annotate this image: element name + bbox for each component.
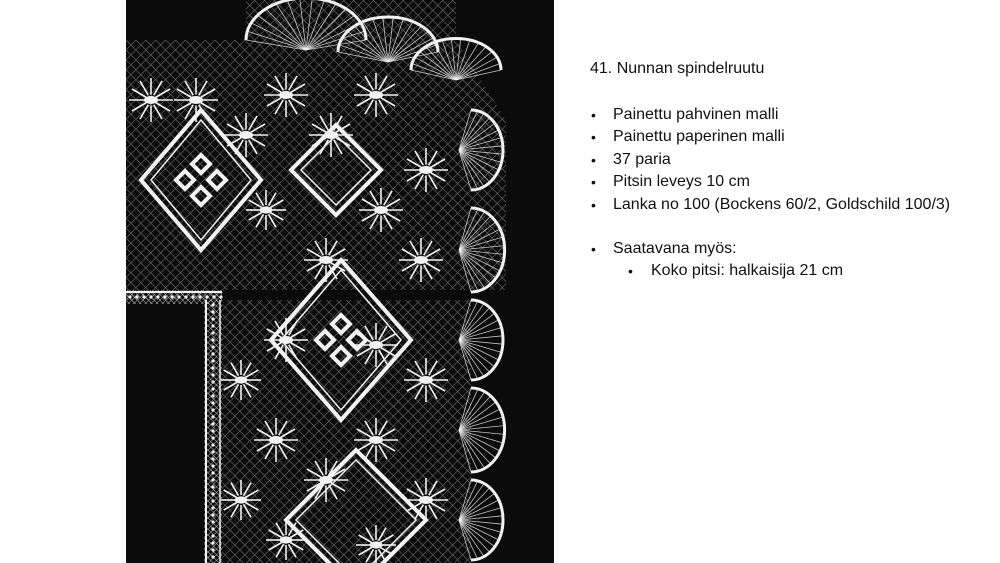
spec-item xyxy=(590,126,990,148)
bullet-icon: • xyxy=(591,241,596,258)
spacer xyxy=(590,216,990,238)
spec-item xyxy=(590,171,990,193)
availability-item xyxy=(590,260,990,282)
spec-item xyxy=(590,149,990,171)
availability-text: Koko pitsi: halkaisija 21 cm xyxy=(651,262,844,280)
availability-list xyxy=(590,238,990,260)
spec-list xyxy=(590,104,990,216)
lace-image xyxy=(126,0,554,563)
slide-title: 41. Nunnan spindelruutu xyxy=(590,60,765,77)
spec-text: Pitsin leveys 10 cm xyxy=(613,173,750,191)
lace-photo xyxy=(126,0,554,563)
spec-text: 37 paria xyxy=(613,150,671,168)
spec-text: Lanka no 100 (Bockens 60/2, Goldschild 100/3) xyxy=(613,195,951,213)
spec-item xyxy=(590,104,990,126)
bullet-icon: • xyxy=(628,263,633,280)
bullet-icon: • xyxy=(591,174,596,191)
text-panel xyxy=(590,58,990,283)
spec-item xyxy=(590,194,990,216)
availability-sublist xyxy=(590,260,990,282)
bullet-icon: • xyxy=(591,129,596,146)
bullet-icon: • xyxy=(591,107,596,123)
spec-text: Painettu pahvinen malli xyxy=(613,106,779,123)
bullet-icon: • xyxy=(591,151,596,168)
spec-text: Painettu paperinen malli xyxy=(613,128,785,146)
bullet-icon: • xyxy=(591,196,596,213)
availability-heading xyxy=(590,238,990,260)
availability-label: Saatavana myös: xyxy=(613,240,737,258)
